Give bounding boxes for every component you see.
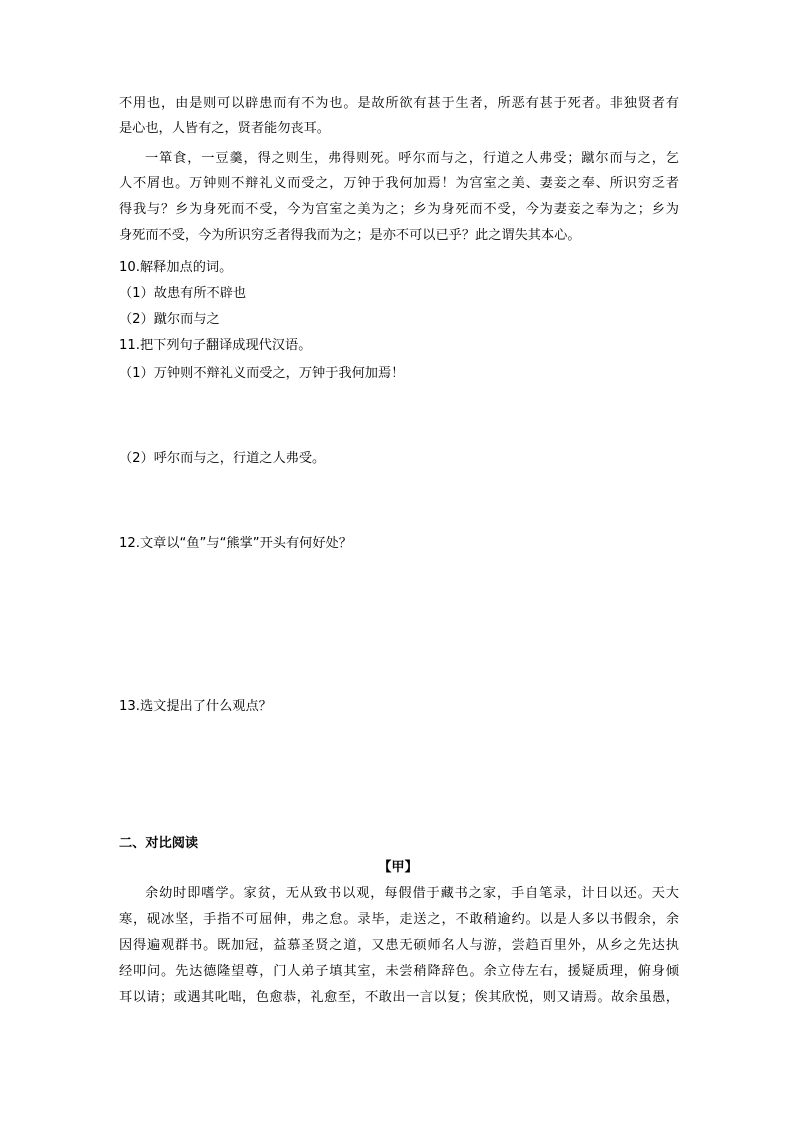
question-11: 11.把下列句子翻译成现代汉语。 — [119, 338, 312, 353]
section-heading: 二、对比阅读 — [119, 836, 199, 851]
passage-line: 寒，砚冰坚，手指不可屈伸，弗之怠。录毕，走送之，不敢稍逾约。以是人多以书假余，余 — [119, 912, 679, 927]
passage-line: 身死而不受，今为所识穷乏者得我而为之；是亦不可以已乎？此之谓失其本心。 — [119, 228, 581, 243]
question-10: 10.解释加点的词。 — [119, 260, 233, 275]
question-11-1: （1）万钟则不辩礼义而受之，万钟于我何加焉！ — [119, 366, 405, 381]
passage-line: 不用也，由是则可以辟患而有不为也。是故所欲有甚于生者，所恶有甚于死者。非独贤者有 — [119, 96, 679, 111]
question-11-2: （2）呼尔而与之，行道之人弗受。 — [119, 451, 326, 466]
passage-line: 余幼时即嗜学。家贫，无从致书以观，每假借于藏书之家，手自笔录，计日以还。天大 — [145, 886, 679, 901]
question-10-1: （1）故患有所不辟也 — [119, 286, 247, 301]
question-12: 12.文章以“鱼”与“熊掌”开头有何好处？ — [119, 536, 352, 551]
question-13: 13.选文提出了什么观点？ — [119, 699, 272, 714]
passage-line: 人不屑也。万钟则不辩礼义而受之，万钟于我何加焉！为宫室之美、妻妾之奉、所识穷乏者 — [119, 176, 679, 191]
passage-line: 一箪食，一豆羹，得之则生，弗得则死。呼尔而与之，行道之人弗受；蹴尔而与之，乞 — [145, 151, 679, 166]
question-10-2: （2）蹴尔而与之 — [119, 312, 220, 327]
passage-line: 经叩问。先达德隆望尊，门人弟子填其室，未尝稍降辞色。余立侍左右，援疑质理，俯身倾 — [119, 964, 679, 979]
passage-line: 因得遍观群书。既加冠，益慕圣贤之道，又患无硕师名人与游，尝趋百里外，从乡之先达执 — [119, 938, 679, 953]
section-subheading: 【甲】 — [378, 860, 418, 875]
passage-line: 得我与？乡为身死而不受，今为宫室之美为之；乡为身死而不受，今为妻妾之奉为之；乡为 — [119, 202, 679, 217]
passage-line: 是心也，人皆有之，贤者能勿丧耳。 — [119, 121, 330, 136]
passage-line: 耳以请；或遇其叱咄，色愈恭，礼愈至，不敢出一言以复；俟其欣悦，则又请焉。故余虽愚， — [119, 990, 679, 1005]
